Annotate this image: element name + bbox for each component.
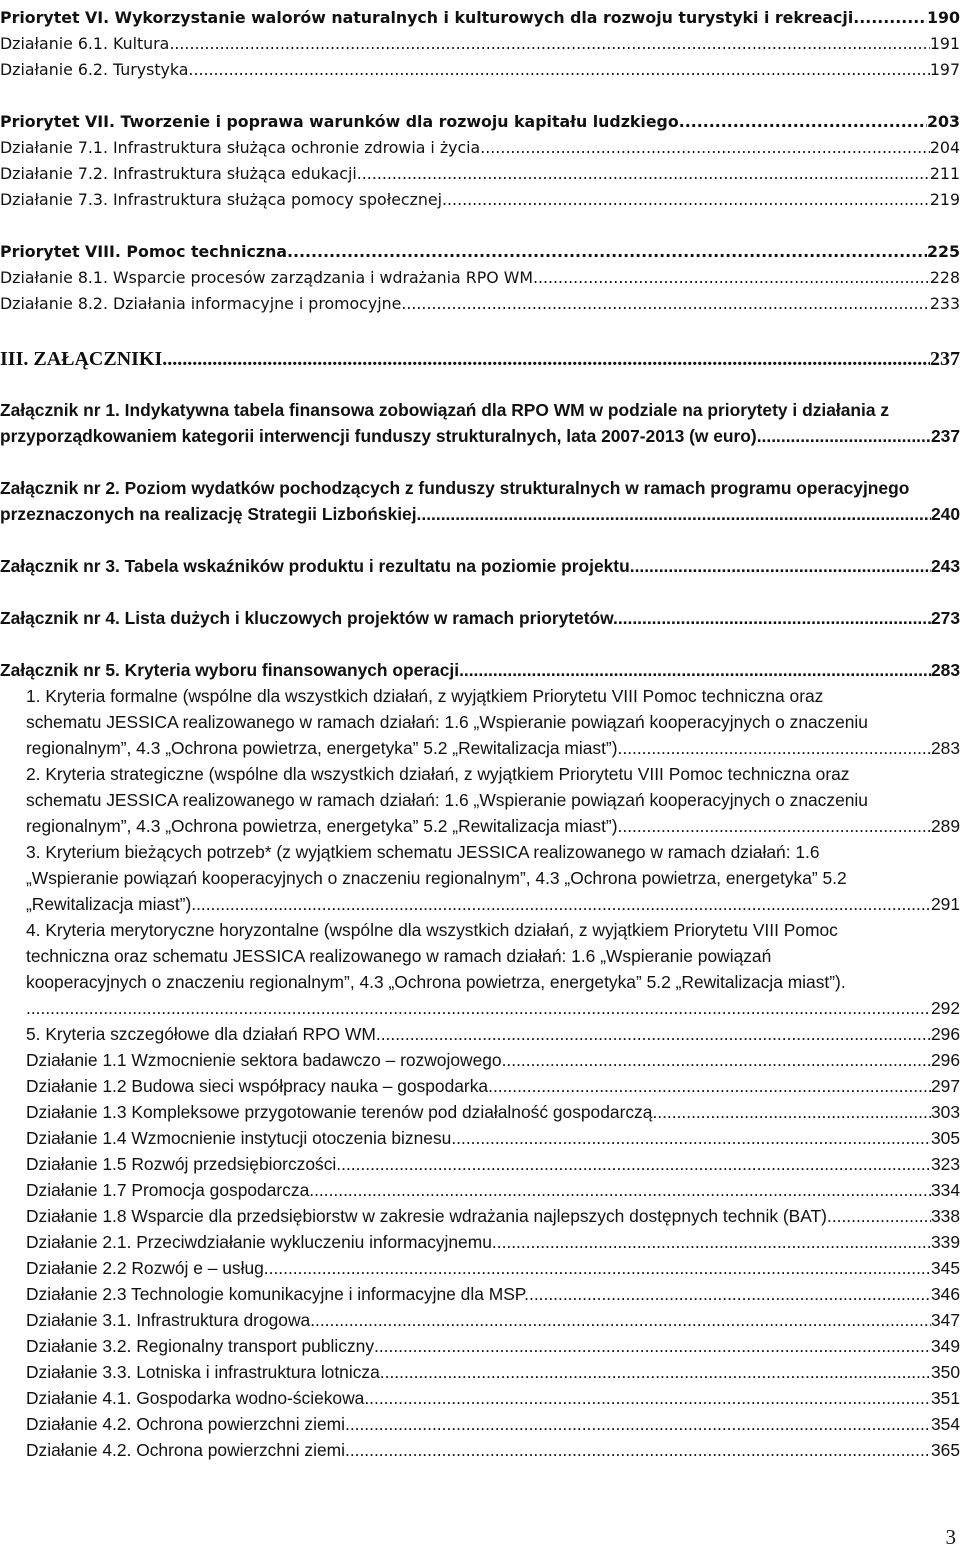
toc-entry-title: Działanie 1.7 Promocja gospodarcza: [26, 1180, 310, 1200]
toc-entry[interactable]: [0, 60, 960, 79]
toc-entry-title: 2. Kryteria strategiczne (wspólne dla wszystkich działań, z wyjątkiem Priorytetu VIII Pomoc techniczna oraz: [26, 764, 850, 784]
toc-dot-leader: [376, 1024, 931, 1045]
toc-entry-page: 339: [930, 1232, 960, 1252]
toc-dot-leader: [374, 1336, 931, 1357]
toc-entry[interactable]: [26, 868, 960, 889]
toc-entry-title: przeznaczonych na realizację Strategii Lizbońskiej.: [0, 504, 422, 524]
toc-entry[interactable]: [0, 294, 960, 313]
toc-dot-leader: [269, 1258, 931, 1279]
toc-entry-title: Działanie 6.2. Turystyka.: [0, 60, 194, 79]
toc-dot-leader: [193, 60, 929, 79]
toc-dot-leader: [362, 164, 930, 183]
toc-entry[interactable]: [0, 556, 960, 577]
toc-entry-title: Działanie 7.2. Infrastruktura służąca edukacji.: [0, 164, 362, 183]
toc-entry[interactable]: [26, 1076, 960, 1097]
toc-entry-page: 305: [930, 1128, 960, 1148]
toc-entry[interactable]: [0, 138, 960, 157]
toc-dot-leader: [827, 1206, 931, 1227]
toc-entry-page: 211: [929, 164, 960, 183]
toc-entry-title: Działanie 8.1. Wsparcie procesów zarządzania i wdrażania RPO WM: [0, 268, 533, 287]
toc-entry[interactable]: [0, 400, 960, 421]
toc-entry-title: schematu JESSICA realizowanego w ramach działań: 1.6 „Wspieranie powiązań kooperacyjnych o znaczeniu: [26, 790, 868, 810]
page-number: 3: [945, 1525, 956, 1549]
toc-entry[interactable]: [26, 1050, 960, 1071]
toc-entry-page: 191: [929, 34, 960, 53]
toc-entry-page: 283: [930, 738, 960, 758]
toc-dot-leader: [529, 1284, 931, 1305]
toc-entry-title: Działanie 3.2. Regionalny transport publiczny: [26, 1336, 375, 1356]
toc-entry-title: Działanie 1.3 Kompleksowe przygotowanie terenów pod działalność gospodarczą: [26, 1102, 653, 1122]
toc-entry-title: Działanie 1.4 Wzmocnienie instytucji otoczenia biznesu: [26, 1128, 452, 1148]
toc-entry-page: 283: [930, 660, 960, 680]
toc-entry-title: Działanie 1.2 Budowa sieci współpracy nauka – gospodarka.: [26, 1076, 493, 1096]
toc-entry-page: 354: [930, 1414, 960, 1434]
toc-entry-page: 347: [930, 1310, 960, 1330]
toc-dot-leader: [401, 294, 930, 313]
toc-dot-leader: [762, 426, 931, 447]
toc-entry[interactable]: [26, 1128, 960, 1149]
toc-entry-title: „Wspieranie powiązań kooperacyjnych o znaczeniu regionalnym”, 4.3 „Ochrona powietrza, energetyka” 5.2: [26, 868, 847, 888]
toc-entry[interactable]: [26, 1362, 960, 1383]
toc-entry[interactable]: [26, 686, 960, 707]
toc-entry-page: 346: [930, 1284, 960, 1304]
toc-entry[interactable]: [26, 972, 960, 993]
toc-dot-leader: [380, 1362, 931, 1383]
toc-entry-page: 190: [927, 8, 960, 27]
toc-entry[interactable]: [26, 1232, 960, 1253]
toc-entry-title: Działanie 4.2. Ochrona powierzchni ziemi.: [26, 1440, 350, 1460]
toc-dot-leader: [191, 894, 931, 915]
toc-entry[interactable]: [0, 242, 960, 261]
toc-entry-page: 365: [930, 1440, 960, 1460]
toc-entry[interactable]: [0, 268, 960, 287]
toc-entry-page: 233: [929, 294, 960, 313]
toc-entry[interactable]: [26, 842, 960, 863]
toc-entry-title: schematu JESSICA realizowanego w ramach działań: 1.6 „Wspieranie powiązań kooperacyjnych o znaczeniu: [26, 712, 868, 732]
toc-dot-leader: [618, 608, 931, 629]
toc-entry-title: 4. Kryteria merytoryczne horyzontalne (wspólne dla wszystkich działań, z wyjątkiem Priorytetu VIII Pomoc: [26, 920, 838, 940]
toc-entry-title: Załącznik nr 4. Lista dużych i kluczowych projektów w ramach priorytetów.: [0, 608, 618, 628]
toc-entry-page: 228: [929, 268, 960, 287]
toc-entry-page: 273: [930, 608, 960, 628]
toc-entry[interactable]: [0, 660, 960, 681]
toc-entry-page: 323: [930, 1154, 960, 1174]
toc-entry-title: Działanie 8.2. Działania informacyjne i promocyjne: [0, 294, 402, 313]
toc-entry[interactable]: [26, 1180, 960, 1201]
toc-dot-leader: [336, 1154, 931, 1175]
toc-entry-page: 334: [930, 1180, 960, 1200]
toc-dot-leader: [622, 738, 931, 759]
toc-entry[interactable]: [26, 816, 960, 837]
toc-entry[interactable]: [0, 112, 960, 131]
toc-entry[interactable]: [26, 998, 960, 1019]
toc-entry-page: 243: [930, 556, 960, 576]
toc-entry[interactable]: [26, 1414, 960, 1435]
toc-entry-title: Działanie 2.3 Technologie komunikacyjne i informacyjne dla MSP.: [26, 1284, 529, 1304]
toc-entry-page: 303: [930, 1102, 960, 1122]
toc-entry[interactable]: [0, 8, 960, 27]
toc-entry-page: 292: [930, 998, 960, 1018]
toc-dot-leader: [369, 1388, 931, 1409]
toc-dot-leader: [26, 998, 931, 1019]
toc-entry[interactable]: [26, 946, 960, 967]
toc-entry-title: Działanie 7.1. Infrastruktura służąca ochronie zdrowia i życia.: [0, 138, 486, 157]
toc-entry-title: Załącznik nr 3. Tabela wskaźników produktu i rezultatu na poziomie projektu.: [0, 556, 635, 576]
toc-entry-title: 3. Kryterium bieżących potrzeb* (z wyjątkiem schematu JESSICA realizowanego w ramach działań: 1.6: [26, 842, 820, 862]
toc-entry-title: Działanie 7.3. Infrastruktura służąca pomocy społecznej.: [0, 190, 448, 209]
toc-entry-title: techniczna oraz schematu JESSICA realizowanego w ramach działań: 1.6 „Wspieranie powiązań: [26, 946, 772, 966]
toc-dot-leader: [315, 1310, 931, 1331]
toc-dot-leader: [447, 190, 930, 209]
toc-entry[interactable]: [26, 1206, 960, 1227]
toc-entry[interactable]: [26, 1102, 960, 1123]
toc-entry-title: „Rewitalizacja miast”): [26, 894, 192, 914]
toc-dot-leader: [493, 1076, 931, 1097]
toc-entry-page: 350: [930, 1362, 960, 1382]
toc-dot-leader: [635, 556, 931, 577]
toc-entry[interactable]: [26, 1310, 960, 1331]
toc-entry-title: 5. Kryteria szczegółowe dla działań RPO WM: [26, 1024, 376, 1044]
toc-entry-page: 204: [929, 138, 960, 157]
toc-entry-title: Działanie 6.1. Kultura.: [0, 34, 175, 53]
toc-dot-leader: [652, 1102, 931, 1123]
toc-entry-page: 237: [930, 426, 960, 446]
toc-entry[interactable]: [26, 1336, 960, 1357]
toc-entry-title: przyporządkowaniem kategorii interwencji funduszy strukturalnych, lata 2007-2013 (w euro).: [0, 426, 762, 446]
toc-entry[interactable]: [26, 894, 960, 915]
toc-entry[interactable]: [26, 920, 960, 941]
toc-entry[interactable]: [0, 190, 960, 209]
toc-entry[interactable]: [0, 504, 960, 525]
toc-entry[interactable]: [0, 348, 960, 371]
toc-entry-title: Działanie 1.1 Wzmocnienie sektora badawczo – rozwojowego.: [26, 1050, 507, 1070]
toc-dot-leader: [162, 348, 930, 371]
toc-entry[interactable]: [26, 712, 960, 733]
toc-dot-leader: [497, 1232, 931, 1253]
toc-dot-leader: [859, 8, 927, 27]
toc-entry[interactable]: [26, 1024, 960, 1045]
toc-dot-leader: [459, 660, 931, 681]
toc-entry[interactable]: [0, 608, 960, 629]
toc-dot-leader: [421, 504, 931, 525]
toc-entry-title: regionalnym”, 4.3 „Ochrona powietrza, energetyka” 5.2 „Rewitalizacja miast”).: [26, 738, 623, 758]
toc-dot-leader: [485, 138, 930, 157]
toc-entry[interactable]: [0, 34, 960, 53]
toc-entry[interactable]: [26, 1440, 960, 1461]
toc-entry-title: Priorytet VIII. Pomoc techniczna: [0, 242, 288, 261]
toc-entry[interactable]: [0, 478, 960, 499]
toc-entry-title: Działanie 4.2. Ochrona powierzchni ziemi.: [26, 1414, 350, 1434]
toc-entry-page: 345: [930, 1258, 960, 1278]
toc-entry-title: Działanie 1.5 Rozwój przedsiębiorczości: [26, 1154, 337, 1174]
toc-entry[interactable]: [0, 426, 960, 447]
toc-entry-title: 1. Kryteria formalne (wspólne dla wszystkich działań, z wyjątkiem Priorytetu VIII Pomoc techniczna oraz: [26, 686, 824, 706]
toc-entry-title: Działanie 2.2 Rozwój e – usług.: [26, 1258, 269, 1278]
toc-dot-leader: [679, 112, 927, 131]
toc-entry-page: 289: [930, 816, 960, 836]
toc-entry-title: Priorytet VII. Tworzenie i poprawa warunków dla rozwoju kapitału ludzkiego: [0, 112, 679, 131]
toc-entry-page: 203: [927, 112, 960, 131]
toc-entry-title: Działanie 3.1. Infrastruktura drogowa.: [26, 1310, 316, 1330]
toc-dot-leader: [622, 816, 931, 837]
toc-dot-leader: [287, 242, 927, 261]
toc-entry-page: 240: [930, 504, 960, 524]
toc-entry[interactable]: [26, 738, 960, 759]
toc-entry[interactable]: [26, 1154, 960, 1175]
toc-dot-leader: [451, 1128, 931, 1149]
toc-dot-leader: [533, 268, 930, 287]
toc-entry[interactable]: [26, 1388, 960, 1409]
toc-entry-title: Działanie 2.1. Przeciwdziałanie wykluczeniu informacyjnemu.: [26, 1232, 497, 1252]
toc-entry-page: 349: [930, 1336, 960, 1356]
toc-dot-leader: [350, 1440, 931, 1461]
toc-dot-leader: [350, 1414, 931, 1435]
toc-entry[interactable]: [26, 1284, 960, 1305]
toc-dot-leader: [309, 1180, 931, 1201]
toc-entry-title: Załącznik nr 5. Kryteria wyboru finansowanych operacji: [0, 660, 460, 680]
toc-entry[interactable]: [0, 164, 960, 183]
toc-dot-leader: [506, 1050, 931, 1071]
toc-entry-page: 296: [930, 1024, 960, 1044]
toc-entry-title: Załącznik nr 1. Indykatywna tabela finansowa zobowiązań dla RPO WM w podziale na priorytety i działania z: [0, 400, 890, 420]
toc-entry-title: regionalnym”, 4.3 „Ochrona powietrza, energetyka” 5.2 „Rewitalizacja miast”).: [26, 816, 623, 836]
toc-entry-page: 351: [930, 1388, 960, 1408]
toc-entry-title: kooperacyjnych o znaczeniu regionalnym”, 4.3 „Ochrona powietrza, energetyka” 5.2 „Rewitalizacja miast”).: [26, 972, 846, 992]
toc-entry-page: 237: [930, 348, 960, 370]
toc-entry-page: 197: [929, 60, 960, 79]
toc-dot-leader: [174, 34, 929, 53]
toc-entry-title: Działanie 3.3. Lotniska i infrastruktura lotnicza: [26, 1362, 380, 1382]
toc-entry-page: 219: [929, 190, 960, 209]
toc-entry-page: 297: [930, 1076, 960, 1096]
toc-entry-page: 291: [930, 894, 960, 914]
toc-entry[interactable]: [26, 1258, 960, 1279]
toc-entry-page: 225: [927, 242, 960, 261]
toc-entry-title: III. ZAŁĄCZNIKI: [0, 348, 163, 370]
toc-entry-title: Priorytet VI. Wykorzystanie walorów naturalnych i kulturowych dla rozwoju turystyki i rekreacji.: [0, 8, 860, 27]
toc-entry-page: 338: [930, 1206, 960, 1226]
toc-entry[interactable]: [26, 764, 960, 785]
toc-entry[interactable]: [26, 790, 960, 811]
toc-entry-title: Załącznik nr 2. Poziom wydatków pochodzących z funduszy strukturalnych w ramach programu operacyjnego: [0, 478, 910, 498]
toc-entry-page: 296: [930, 1050, 960, 1070]
toc-entry-title: Działanie 1.8 Wsparcie dla przedsiębiorstw w zakresie wdrażania najlepszych dostępnych technik (BAT): [26, 1206, 827, 1226]
toc-entry-title: Działanie 4.1. Gospodarka wodno-ściekowa.: [26, 1388, 370, 1408]
